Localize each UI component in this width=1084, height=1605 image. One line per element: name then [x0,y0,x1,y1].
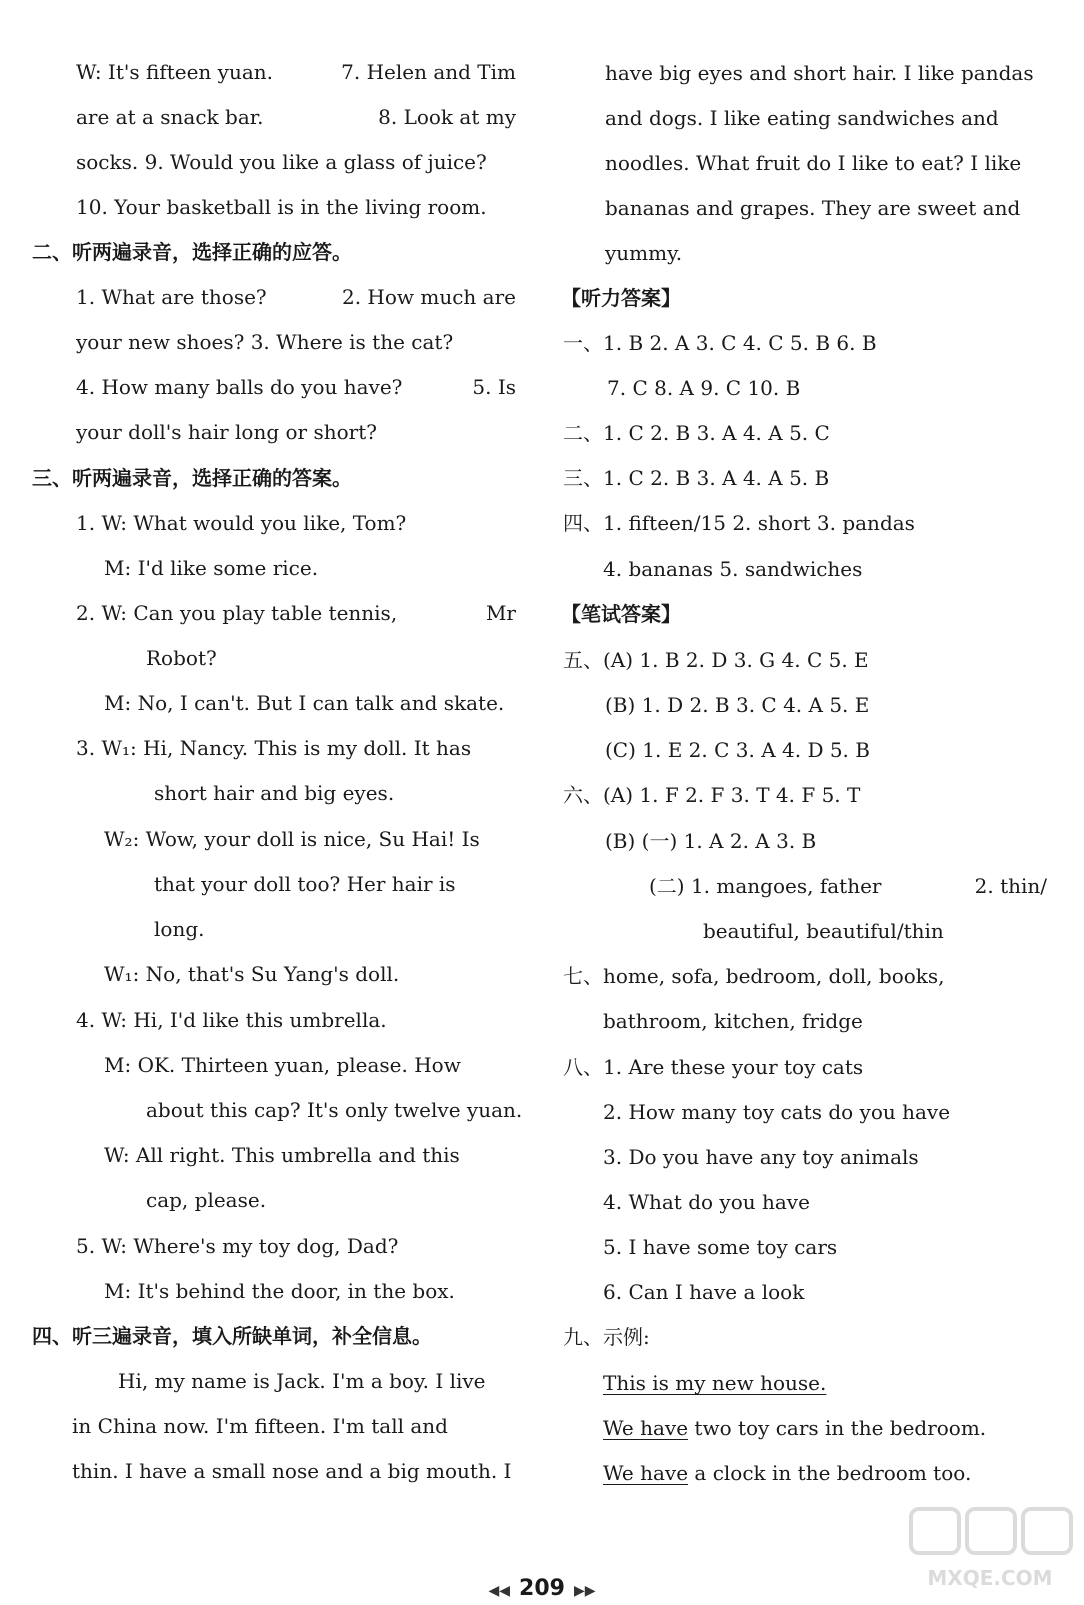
text-line [76,373,516,401]
text-segment: 4. How many balls do you have? [76,375,403,399]
text-segment: 8. Look at my [378,105,516,129]
text-segment: 5. Is [472,375,516,399]
text-segment: W: It's fifteen yuan. [76,60,274,84]
text-segment: a clock in the bedroom too. [688,1461,972,1485]
text-line: W₂: Wow, your doll is nice, Su Hai! Is [104,827,480,851]
answer-line [603,1459,971,1487]
text-line: bananas and grapes. They are sweet and [605,196,1021,220]
text-line [76,599,516,627]
text-line: W₁: No, that's Su Yang's doll. [104,962,400,986]
answer-line: 五、(A) 1. B 2. D 3. G 4. C 5. E [563,648,869,672]
answer-line: 5. I have some toy cars [603,1235,838,1259]
answer-line: 3. Do you have any toy animals [603,1145,919,1169]
text-segment: 1. What are those? [76,285,267,309]
double-left-arrow-icon: ◀◀ [488,1583,511,1599]
text-segment: 2. W: Can you play table tennis, [76,601,398,625]
text-segment: two toy cars in the bedroom. [688,1416,987,1440]
text-line: yummy. [605,241,683,265]
answer-line: 四、1. fifteen/15 2. short 3. pandas [563,511,915,535]
answer-line: beautiful, beautiful/thin [703,919,944,943]
answer-line: bathroom, kitchen, fridge [603,1009,863,1033]
answer-line: 三、1. C 2. B 3. A 4. A 5. B [563,466,830,490]
text-line [76,58,516,86]
text-segment: (二) 1. mangoes, father [649,874,882,898]
text-line: in China now. I'm fifteen. I'm tall and [72,1414,448,1438]
watermark-text: MXQE.COM [927,1566,1053,1590]
text-line [76,103,516,131]
text-line: 5. W: Where's my toy dog, Dad? [76,1234,399,1258]
text-line: 10. Your basketball is in the living room. [76,195,487,219]
underlined-text: This is my new house. [603,1371,827,1395]
text-segment: 7. Helen and Tim [341,60,516,84]
text-line: long. [154,917,205,941]
section-heading: 二、听两遍录音，选择正确的应答。 [32,240,352,264]
section-heading: 三、听两遍录音，选择正确的答案。 [32,466,352,490]
text-line: noodles. What fruit do I like to eat? I like [605,151,1022,175]
answer-line: (B) 1. D 2. B 3. C 4. A 5. E [605,693,870,717]
answer-line: (C) 1. E 2. C 3. A 4. D 5. B [605,738,870,762]
text-line: M: OK. Thirteen yuan, please. How [104,1053,461,1077]
answer-line: 6. Can I have a look [603,1280,805,1304]
answer-line: 一、1. B 2. A 3. C 4. C 5. B 6. B [563,331,877,355]
text-line: M: It's behind the door, in the box. [104,1279,455,1303]
answer-line: (B) (一) 1. A 2. A 3. B [605,829,817,853]
answer-line: 4. What do you have [603,1190,810,1214]
text-line: 4. W: Hi, I'd like this umbrella. [76,1008,387,1032]
answer-line [603,1414,986,1442]
text-line: cap, please. [146,1188,267,1212]
page-footer [0,1575,1084,1605]
text-line: and dogs. I like eating sandwiches and [605,106,999,130]
text-segment: Mr [485,601,516,625]
text-line: Robot? [146,646,217,670]
text-segment: are at a snack bar. [76,105,264,129]
text-line: have big eyes and short hair. I like pandas [605,61,1034,85]
underlined-text: We have [603,1461,689,1485]
page-number: 209 [519,1576,565,1601]
answer-line: 7. C 8. A 9. C 10. B [607,376,801,400]
underlined-text: We have [603,1416,689,1440]
text-line: about this cap? It's only twelve yuan. [146,1098,523,1122]
text-line: 3. W₁: Hi, Nancy. This is my doll. It has [76,736,472,760]
text-line: socks. 9. Would you like a glass of juice? [76,150,487,174]
answer-line: 4. bananas 5. sandwiches [603,557,863,581]
text-line: Hi, my name is Jack. I'm a boy. I live [118,1369,486,1393]
text-line: short hair and big eyes. [154,781,395,805]
text-line: M: I'd like some rice. [104,556,319,580]
answer-line [603,1369,826,1397]
text-line: 1. W: What would you like, Tom? [76,511,407,535]
text-line: W: All right. This umbrella and this [104,1143,460,1167]
text-line: your new shoes? 3. Where is the cat? [76,330,454,354]
answer-line [649,872,1047,900]
section-heading: 四、听三遍录音，填入所缺单词，补全信息。 [32,1324,432,1348]
answer-line: 七、home, sofa, bedroom, doll, books, [563,964,945,988]
section-heading: 【听力答案】 [561,286,681,310]
answer-line: 二、1. C 2. B 3. A 4. A 5. C [563,421,830,445]
answer-line: 2. How many toy cats do you have [603,1100,951,1124]
answer-line: 六、(A) 1. F 2. F 3. T 4. F 5. T [563,783,861,807]
answer-line: 九、示例: [563,1325,650,1349]
text-line: thin. I have a small nose and a big mouth. I [72,1459,512,1483]
text-segment: 2. thin/ [974,874,1047,898]
text-segment: 2. How much are [341,285,516,309]
text-line [76,283,516,311]
text-line: that your doll too? Her hair is [154,872,456,896]
answer-line: 八、1. Are these your toy cats [563,1055,864,1079]
text-line: your doll's hair long or short? [76,420,377,444]
double-right-arrow-icon: ▶▶ [573,1583,596,1599]
text-line: M: No, I can't. But I can talk and skate. [104,691,505,715]
section-heading: 【笔试答案】 [561,602,681,626]
